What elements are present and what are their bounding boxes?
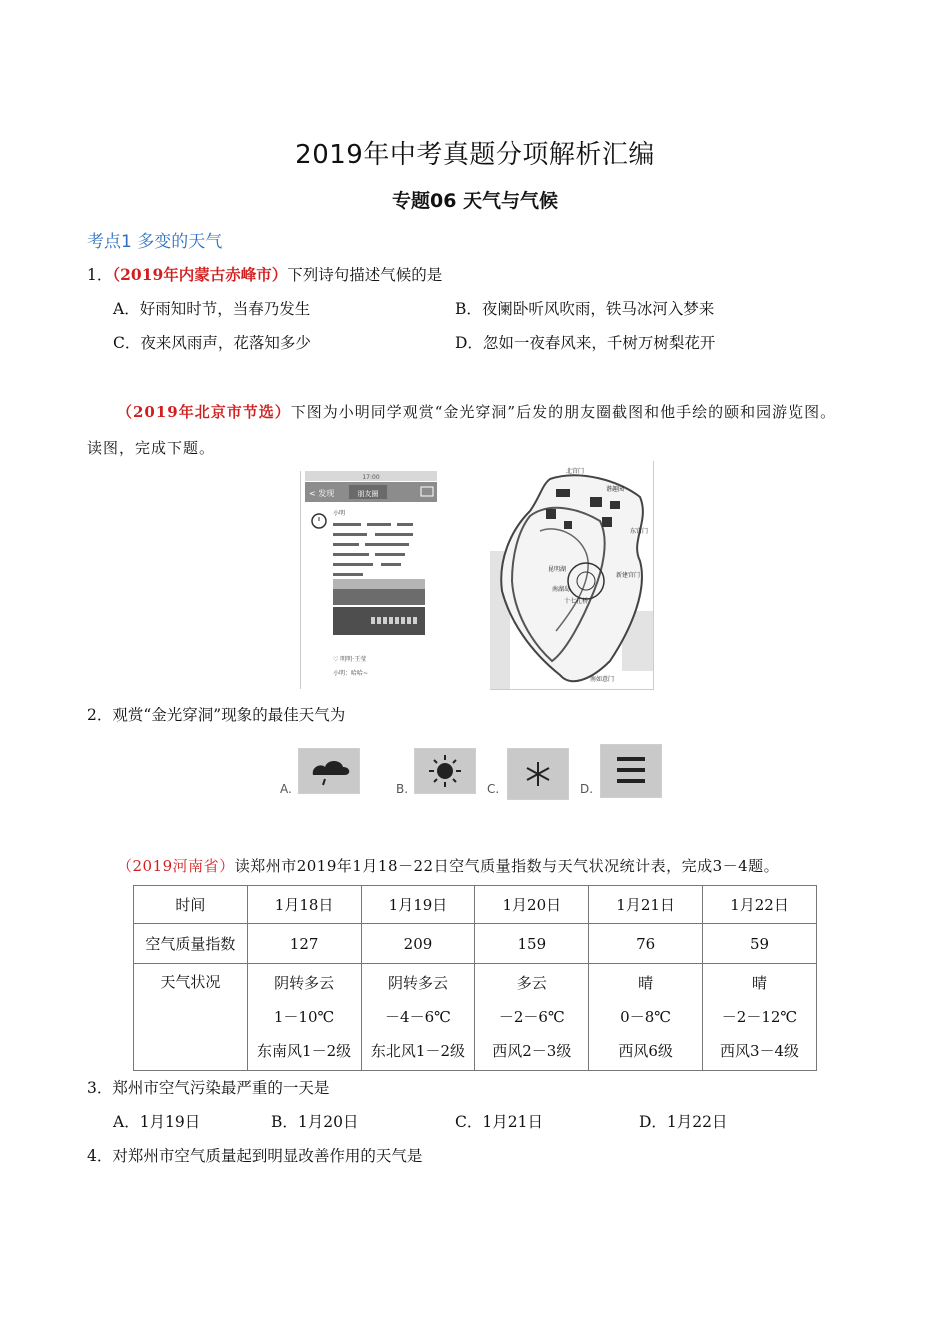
context-source: （2019年北京市节选）: [117, 403, 291, 421]
question-3: [87, 1076, 329, 1098]
map-drawing: [490, 461, 653, 689]
table-row: [134, 924, 817, 964]
table-cell: 多云 －2－6℃ 西风2－3级: [475, 964, 589, 1071]
option-a: A．1月19日: [113, 1113, 201, 1131]
option-c-label: C.: [487, 782, 500, 796]
svg-text:南如意门: 南如意门: [590, 676, 615, 683]
question-number: 4．: [87, 1147, 113, 1165]
row-label: 天气状况: [134, 964, 248, 1071]
context-beijing: [117, 401, 836, 422]
question-source: （2019年内蒙古赤峰市）: [112, 265, 288, 284]
question-1: [87, 263, 442, 285]
table-cell: 1月20日: [475, 886, 589, 924]
option-c: C．夜来风雨声，花落知多少: [113, 334, 311, 352]
svg-text:小明：哈哈~: 小明：哈哈~: [333, 670, 369, 677]
rain-cloud-icon: [298, 748, 360, 794]
table-cell: 1月19日: [361, 886, 475, 924]
table-cell: 1月18日: [247, 886, 361, 924]
svg-text:昆明湖: 昆明湖: [548, 566, 567, 573]
question-stem: 下列诗句描述气候的是: [287, 266, 443, 284]
option-c: C．1月21日: [455, 1113, 543, 1131]
svg-text:谐趣园: 谐趣园: [606, 486, 625, 493]
svg-text:十七孔桥: 十七孔桥: [564, 598, 589, 605]
question-2: [87, 703, 345, 725]
row-label: 空气质量指数: [134, 924, 248, 964]
sun-icon: [414, 748, 476, 794]
table-cell: 59: [703, 924, 817, 964]
option-b-label: B.: [396, 782, 409, 796]
table-cell: 晴 －2－12℃ 西风3－4级: [703, 964, 817, 1071]
option-a: A．好雨知时节，当春乃发生: [113, 300, 311, 318]
svg-text:东宫门: 东宫门: [630, 528, 649, 535]
question-stem: 对郑州市空气质量起到明显改善作用的天气是: [112, 1147, 423, 1165]
table-row: [134, 886, 817, 924]
option-d: D．忽如一夜春风来，千树万树梨花开: [455, 334, 716, 352]
table-cell: 1月22日: [703, 886, 817, 924]
phone-drawing: [301, 471, 441, 689]
table-cell: 阴转多云 1－10℃ 东南风1－2级: [247, 964, 361, 1071]
moments-title: 朋友圈: [357, 490, 379, 498]
option-d: D．1月22日: [639, 1113, 728, 1131]
context-source: （2019河南省）: [117, 857, 235, 875]
page-title: 2019年中考真题分项解析汇编: [295, 140, 655, 170]
question-stem: 观赏“金光穿洞”现象的最佳天气为: [112, 706, 346, 724]
status-time: 17:00: [362, 474, 380, 481]
svg-text:♡ 明明·王莹: ♡ 明明·王莹: [333, 656, 367, 663]
table-cell: 1月21日: [589, 886, 703, 924]
context-text: 读郑州市2019年1月18－22日空气质量指数与天气状况统计表，完成3－4题。: [234, 857, 780, 875]
question-number: 3．: [87, 1079, 113, 1097]
svg-text:南湖岛: 南湖岛: [552, 586, 571, 593]
context-henan: [117, 855, 779, 876]
table-row: [134, 964, 817, 1071]
back-label: < 发现: [309, 489, 335, 498]
question-number: 2．: [87, 706, 113, 724]
svg-text:北宫门: 北宫门: [566, 468, 585, 475]
table-cell: 晴 0－8℃ 西风6级: [589, 964, 703, 1071]
wechat-moments-screenshot: [300, 471, 441, 689]
svg-text:新建宫门: 新建宫门: [616, 572, 641, 579]
context-text-2: 读图，完成下题。: [87, 439, 216, 457]
table-cell: 159: [475, 924, 589, 964]
summer-palace-map: [490, 461, 654, 690]
option-b: B．夜阑卧听风吹雨，铁马冰河入梦来: [455, 300, 715, 318]
fog-icon: [600, 744, 662, 798]
table-cell: 76: [589, 924, 703, 964]
snowflake-icon: [507, 748, 569, 800]
topic-subtitle: 专题06 天气与气候: [391, 190, 559, 212]
user-name: 小明: [333, 510, 346, 517]
table-cell: 209: [361, 924, 475, 964]
question-number: 1．: [87, 266, 113, 284]
question-4: [87, 1144, 422, 1166]
row-label: 时间: [134, 886, 248, 924]
option-b: B．1月20日: [271, 1113, 359, 1131]
section-heading: 考点1 多变的天气: [87, 232, 223, 252]
context-text: 下图为小明同学观赏“金光穿洞”后发的朋友圈截图和他手绘的颐和园游览图。: [290, 403, 837, 421]
question-stem: 郑州市空气污染最严重的一天是: [112, 1079, 330, 1097]
option-d-label: D.: [580, 782, 594, 796]
weather-table: [133, 885, 817, 1071]
table-cell: 127: [247, 924, 361, 964]
option-a-label: A.: [280, 782, 292, 796]
table-cell: 阴转多云 －4－6℃ 东北风1－2级: [361, 964, 475, 1071]
